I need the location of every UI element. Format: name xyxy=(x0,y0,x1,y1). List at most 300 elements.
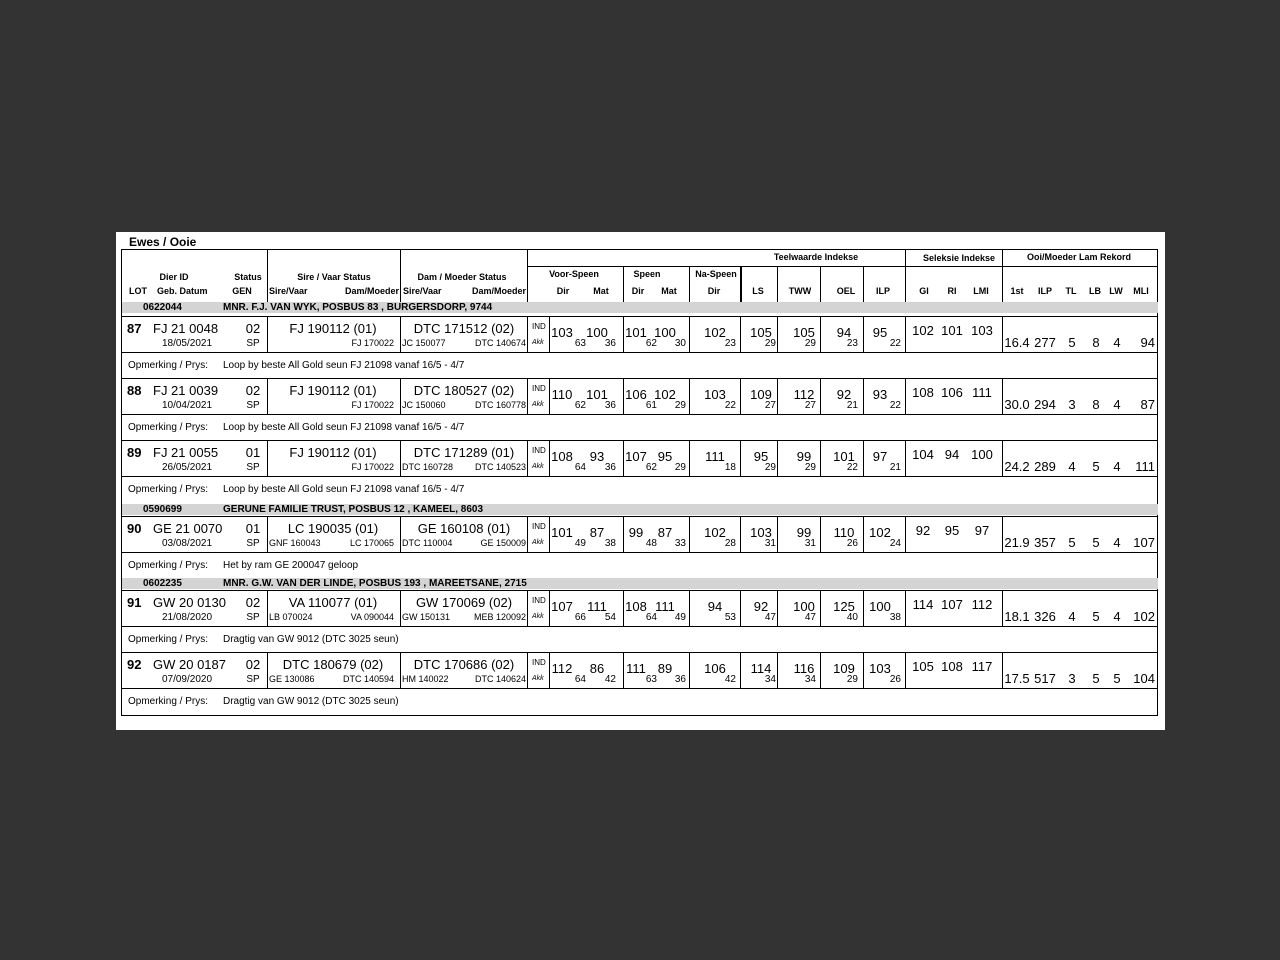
lw-value: 4 xyxy=(1113,535,1121,550)
column-divider xyxy=(820,378,821,414)
column-divider xyxy=(623,440,624,476)
lamb-ilp-value: 517 xyxy=(1034,671,1056,686)
ilp-value: 103 xyxy=(869,661,891,676)
vs-mat-value: 100 xyxy=(586,325,608,340)
ls-header: LS xyxy=(752,286,764,296)
gen-value: SP xyxy=(246,538,260,549)
ilp-value: 100 xyxy=(869,599,891,614)
vs-mat-acc-value: 38 xyxy=(604,538,616,549)
column-divider xyxy=(740,378,741,414)
tww-acc-value: 34 xyxy=(804,674,816,685)
dam-sire-value: GW 150131 xyxy=(402,612,451,622)
animal-id: FJ 21 0055 xyxy=(153,445,219,460)
gi-value: 114 xyxy=(912,597,934,612)
column-divider xyxy=(527,652,528,688)
ri-value: 106 xyxy=(941,385,963,400)
dam-value: DTC 171289 (01) xyxy=(413,445,515,460)
sp-dir-acc-value: 63 xyxy=(645,674,657,685)
column-divider xyxy=(549,652,550,688)
column-divider xyxy=(549,440,550,476)
row-divider xyxy=(122,352,1158,353)
akk-label: Akk xyxy=(532,675,544,682)
dam-value: DTC 180527 (02) xyxy=(413,383,515,398)
gen-value: SP xyxy=(246,338,260,349)
status-value: 01 xyxy=(245,521,261,536)
oel-value: 125 xyxy=(833,599,855,614)
oel-acc-value: 21 xyxy=(846,400,858,411)
first-value: 30.0 xyxy=(1004,397,1030,412)
lmi-value: 111 xyxy=(972,385,992,400)
column-divider xyxy=(740,590,741,626)
sire-dam-value: FJ 170022 xyxy=(351,462,394,472)
breeder-code: 0590699 xyxy=(143,504,182,515)
dam-sire-value: HM 140022 xyxy=(402,674,449,684)
column-divider xyxy=(777,516,778,552)
ilp-value: 97 xyxy=(872,449,888,464)
lmi-value: 103 xyxy=(971,323,993,338)
lw-header: LW xyxy=(1109,286,1123,296)
sp-mat-acc-value: 30 xyxy=(674,338,686,349)
gi-value: 108 xyxy=(912,385,934,400)
status-header: Status xyxy=(234,272,262,282)
column-divider xyxy=(820,316,821,352)
ilp-acc-value: 22 xyxy=(889,400,901,411)
vs-mat-acc-value: 36 xyxy=(604,338,616,349)
ind-label: IND xyxy=(532,522,546,531)
birth-date: 26/05/2021 xyxy=(161,462,213,473)
animal-id: FJ 21 0039 xyxy=(153,383,219,398)
column-divider xyxy=(863,378,864,414)
column-divider xyxy=(1002,378,1003,414)
column-divider xyxy=(549,590,550,626)
column-divider xyxy=(863,316,864,352)
lmi-header: LMI xyxy=(973,286,989,296)
breeder-name: MNR. F.J. VAN WYK, POSBUS 83 , BURGERSDORP, 9744 xyxy=(223,302,493,313)
dam-sire-value: JC 150077 xyxy=(402,338,446,348)
column-divider xyxy=(905,440,906,476)
column-divider xyxy=(905,378,906,414)
lam-ilp-header: ILP xyxy=(1037,286,1053,296)
lot-number: 92 xyxy=(127,657,142,672)
column-divider xyxy=(623,652,624,688)
vs-mat-value: 86 xyxy=(589,661,605,676)
tww-acc-value: 47 xyxy=(804,612,816,623)
sp-mat-header: Mat xyxy=(661,286,677,296)
column-divider xyxy=(863,266,864,304)
column-divider xyxy=(740,440,741,476)
dam-sire-vaar-header: Sire/Vaar xyxy=(403,286,442,296)
sp-mat-value: 95 xyxy=(657,449,673,464)
row-divider xyxy=(122,476,1158,477)
column-divider xyxy=(527,440,528,476)
first-value: 21.9 xyxy=(1004,535,1030,550)
column-divider xyxy=(527,249,528,304)
gen-value: SP xyxy=(246,462,260,473)
tww-acc-value: 29 xyxy=(804,462,816,473)
remark-text: Dragtig van GW 9012 (DTC 3025 seun) xyxy=(223,696,399,707)
vs-mat-value: 101 xyxy=(586,387,608,402)
oel-acc-value: 26 xyxy=(846,538,858,549)
akk-label: Akk xyxy=(532,613,544,620)
oel-value: 92 xyxy=(836,387,852,402)
mli-value: 87 xyxy=(1140,397,1155,412)
sire-value: VA 110077 (01) xyxy=(288,595,378,610)
column-divider xyxy=(400,652,401,688)
ls-acc-value: 47 xyxy=(764,612,776,623)
remark-label: Opmerking / Prys: xyxy=(128,696,209,707)
ilp-acc-value: 24 xyxy=(889,538,901,549)
sire-dam-value: LC 170065 xyxy=(349,538,394,548)
column-divider xyxy=(777,440,778,476)
sp-mat-value: 102 xyxy=(654,387,676,402)
dam-status-header: Dam / Moeder Status xyxy=(417,272,507,282)
lamb-ilp-value: 294 xyxy=(1034,397,1056,412)
oel-acc-value: 40 xyxy=(846,612,858,623)
animal-id: GW 20 0130 xyxy=(153,595,226,610)
tww-value: 116 xyxy=(793,661,815,676)
column-divider xyxy=(1002,440,1003,476)
dam-moeder-header: Dam/Moeder xyxy=(344,286,399,296)
tww-acc-value: 31 xyxy=(804,538,816,549)
row-divider xyxy=(122,688,1158,689)
remark-text: Loop by beste All Gold seun FJ 21098 vanaf 16/5 - 4/7 xyxy=(223,484,465,495)
mli-value: 94 xyxy=(1140,335,1155,350)
tl-value: 3 xyxy=(1068,671,1076,686)
column-divider xyxy=(267,378,268,414)
speen-header: Speen xyxy=(633,269,661,279)
sp-dir-acc-value: 64 xyxy=(645,612,657,623)
mli-value: 111 xyxy=(1135,459,1155,474)
status-value: 02 xyxy=(245,383,261,398)
status-value: 02 xyxy=(245,321,261,336)
sire-value: DTC 180679 (02) xyxy=(282,657,384,672)
gi-value: 102 xyxy=(912,323,934,338)
gi-value: 92 xyxy=(915,523,931,538)
sire-value: LC 190035 (01) xyxy=(287,521,379,536)
remark-text: Loop by beste All Gold seun FJ 21098 vanaf 16/5 - 4/7 xyxy=(223,422,465,433)
column-divider xyxy=(527,516,528,552)
sire-dam-value: VA 090044 xyxy=(350,612,394,622)
ls-value: 105 xyxy=(750,325,772,340)
tww-value: 99 xyxy=(796,449,812,464)
column-divider xyxy=(905,652,906,688)
na-acc-value: 23 xyxy=(724,338,736,349)
row-divider xyxy=(122,414,1158,415)
column-divider xyxy=(400,249,401,304)
row-divider xyxy=(122,715,1158,716)
catalog-sheet xyxy=(116,232,1165,730)
column-divider xyxy=(1002,516,1003,552)
ilp-value: 95 xyxy=(872,325,888,340)
ilp-header: ILP xyxy=(875,286,891,296)
vs-dir-acc-value: 62 xyxy=(574,400,586,411)
ilp-value: 93 xyxy=(872,387,888,402)
tww-value: 99 xyxy=(796,525,812,540)
dam-sire-value: DTC 110004 xyxy=(402,538,453,548)
ri-value: 108 xyxy=(941,659,963,674)
first-value: 18.1 xyxy=(1004,609,1030,624)
column-divider xyxy=(527,316,528,352)
dam-sire-value: JC 150060 xyxy=(402,400,446,410)
ls-acc-value: 29 xyxy=(764,462,776,473)
column-divider xyxy=(549,516,550,552)
sp-dir-acc-value: 62 xyxy=(645,462,657,473)
sire-dam-value: FJ 170022 xyxy=(351,400,394,410)
lw-value: 4 xyxy=(1113,335,1121,350)
dam-value: DTC 171512 (02) xyxy=(413,321,515,336)
lb-value: 5 xyxy=(1092,671,1100,686)
column-divider xyxy=(1002,652,1003,688)
breeder-code: 0602235 xyxy=(143,578,182,589)
lamb-ilp-value: 357 xyxy=(1034,535,1056,550)
column-divider xyxy=(689,316,690,352)
ls-value: 92 xyxy=(753,599,769,614)
remark-text: Het by ram GE 200047 geloop xyxy=(223,560,359,571)
lamb-ilp-value: 326 xyxy=(1034,609,1056,624)
lb-value: 5 xyxy=(1092,609,1100,624)
column-divider xyxy=(863,590,864,626)
sp-mat-value: 100 xyxy=(654,325,676,340)
oel-value: 94 xyxy=(836,325,852,340)
column-divider xyxy=(777,590,778,626)
oel-value: 110 xyxy=(833,525,855,540)
birth-date: 10/04/2021 xyxy=(161,400,213,411)
sire-value: FJ 190112 (01) xyxy=(289,445,377,460)
column-divider xyxy=(689,590,690,626)
dam-dam-value: MEB 120092 xyxy=(473,612,526,622)
ls-acc-value: 34 xyxy=(764,674,776,685)
vs-dir-value: 103 xyxy=(551,325,573,340)
ind-label: IND xyxy=(532,596,546,605)
sire-vaar-header: Sire/Vaar xyxy=(269,286,308,296)
row-divider xyxy=(527,266,1158,267)
column-divider xyxy=(905,316,906,352)
column-divider xyxy=(267,440,268,476)
breeder-name: GERUNE FAMILIE TRUST, POSBUS 12 , KAMEEL, 8603 xyxy=(223,504,484,515)
column-divider xyxy=(820,516,821,552)
vs-mat-acc-value: 54 xyxy=(604,612,616,623)
ilp-acc-value: 22 xyxy=(889,338,901,349)
na-speen-header: Na-Speen xyxy=(695,269,737,279)
tl-value: 4 xyxy=(1068,459,1076,474)
remark-label: Opmerking / Prys: xyxy=(128,634,209,645)
column-divider xyxy=(267,316,268,352)
remark-text: Loop by beste All Gold seun FJ 21098 vanaf 16/5 - 4/7 xyxy=(223,360,465,371)
sire-dam-value: FJ 170022 xyxy=(351,338,394,348)
lb-value: 8 xyxy=(1092,397,1100,412)
row-divider xyxy=(122,626,1158,627)
breeder-name: MNR. G.W. VAN DER LINDE, POSBUS 193 , MAREETSANE, 2715 xyxy=(223,578,527,589)
status-value: 02 xyxy=(245,657,261,672)
lw-value: 4 xyxy=(1113,609,1121,624)
ri-value: 107 xyxy=(941,597,963,612)
akk-label: Akk xyxy=(532,463,544,470)
column-divider xyxy=(527,590,528,626)
vs-dir-header: Dir xyxy=(556,286,570,296)
vs-dir-acc-value: 63 xyxy=(574,338,586,349)
column-divider xyxy=(820,440,821,476)
tww-acc-value: 29 xyxy=(804,338,816,349)
sire-value: FJ 190112 (01) xyxy=(289,321,377,336)
column-divider xyxy=(863,440,864,476)
vs-mat-value: 111 xyxy=(587,599,607,614)
animal-id: GE 21 0070 xyxy=(153,521,223,536)
ls-acc-value: 29 xyxy=(764,338,776,349)
na-acc-value: 53 xyxy=(724,612,736,623)
vs-dir-acc-value: 49 xyxy=(574,538,586,549)
ls-acc-value: 27 xyxy=(764,400,776,411)
vs-dir-value: 108 xyxy=(551,449,573,464)
ri-header: RI xyxy=(947,286,957,296)
column-divider xyxy=(777,378,778,414)
vs-dir-value: 101 xyxy=(551,525,573,540)
lmi-value: 117 xyxy=(971,659,993,674)
vs-dir-value: 110 xyxy=(551,387,573,402)
gen-value: SP xyxy=(246,612,260,623)
vs-dir-acc-value: 66 xyxy=(574,612,586,623)
column-divider xyxy=(623,266,624,304)
column-divider xyxy=(777,316,778,352)
vs-mat-acc-value: 36 xyxy=(604,400,616,411)
birth-date: 18/05/2021 xyxy=(161,338,213,349)
column-divider xyxy=(549,378,550,414)
lot-number: 89 xyxy=(127,445,142,460)
vs-mat-value: 93 xyxy=(589,449,605,464)
sp-dir-value: 108 xyxy=(625,599,647,614)
dam-dam-value: DTC 140674 xyxy=(474,338,526,348)
vs-dir-acc-value: 64 xyxy=(574,674,586,685)
ilp-acc-value: 26 xyxy=(889,674,901,685)
sire-dam-value: DTC 140594 xyxy=(342,674,394,684)
column-divider xyxy=(400,590,401,626)
vs-mat-value: 87 xyxy=(589,525,605,540)
section-title: Ewes / Ooie xyxy=(129,235,197,249)
na-dir-value: 102 xyxy=(704,525,726,540)
oel-header: OEL xyxy=(836,286,856,296)
tww-value: 105 xyxy=(793,325,815,340)
sp-dir-header: Dir xyxy=(631,286,645,296)
na-acc-value: 42 xyxy=(724,674,736,685)
na-acc-value: 28 xyxy=(724,538,736,549)
ls-value: 103 xyxy=(750,525,772,540)
dam-dam-value: GE 150009 xyxy=(480,538,526,548)
lamb-ilp-value: 289 xyxy=(1034,459,1056,474)
column-divider xyxy=(1002,590,1003,626)
dam-value: GW 170069 (02) xyxy=(415,595,513,610)
column-divider xyxy=(527,378,528,414)
sire-value: FJ 190112 (01) xyxy=(289,383,377,398)
column-divider xyxy=(863,516,864,552)
column-divider xyxy=(863,652,864,688)
sp-mat-value: 87 xyxy=(657,525,673,540)
lb-value: 5 xyxy=(1092,459,1100,474)
remark-label: Opmerking / Prys: xyxy=(128,560,209,571)
ind-label: IND xyxy=(532,446,546,455)
column-divider xyxy=(267,590,268,626)
mli-value: 102 xyxy=(1133,609,1155,624)
oel-acc-value: 29 xyxy=(846,674,858,685)
column-divider xyxy=(905,249,906,304)
column-divider xyxy=(777,266,778,304)
mli-value: 107 xyxy=(1133,535,1155,550)
column-divider xyxy=(400,516,401,552)
vs-dir-value: 112 xyxy=(551,661,573,676)
column-divider xyxy=(267,249,268,304)
column-divider xyxy=(777,652,778,688)
geb-datum-header: Geb. Datum xyxy=(157,286,208,296)
column-divider xyxy=(905,590,906,626)
lmi-value: 112 xyxy=(971,597,993,612)
ilp-acc-value: 38 xyxy=(889,612,901,623)
vs-mat-acc-value: 42 xyxy=(604,674,616,685)
dam-dam-value: DTC 140624 xyxy=(474,674,526,684)
lw-value: 5 xyxy=(1113,671,1121,686)
column-divider xyxy=(400,440,401,476)
ls-acc-value: 31 xyxy=(764,538,776,549)
column-divider xyxy=(400,316,401,352)
column-divider xyxy=(400,378,401,414)
na-dir-value: 106 xyxy=(704,661,726,676)
column-divider xyxy=(267,516,268,552)
column-divider xyxy=(267,652,268,688)
ls-value: 95 xyxy=(753,449,769,464)
ls-value: 109 xyxy=(750,387,772,402)
lam-rekord-header: Ooi/Moeder Lam Rekord xyxy=(1026,252,1132,262)
sp-dir-acc-value: 48 xyxy=(645,538,657,549)
column-divider xyxy=(905,516,906,552)
column-divider xyxy=(549,316,550,352)
gen-value: SP xyxy=(246,400,260,411)
sp-dir-value: 101 xyxy=(625,325,647,340)
first-value: 24.2 xyxy=(1004,459,1030,474)
lot-number: 90 xyxy=(127,521,142,536)
birth-date: 03/08/2021 xyxy=(161,538,213,549)
sp-mat-value: 89 xyxy=(657,661,673,676)
column-divider xyxy=(740,316,741,352)
oel-value: 109 xyxy=(833,661,855,676)
na-acc-value: 18 xyxy=(724,462,736,473)
birth-date: 07/09/2020 xyxy=(161,674,213,685)
animal-id: FJ 21 0048 xyxy=(153,321,219,336)
dam-dam-moeder-header: Dam/Moeder xyxy=(471,286,526,296)
vs-dir-acc-value: 64 xyxy=(574,462,586,473)
column-divider xyxy=(623,590,624,626)
column-divider xyxy=(689,378,690,414)
na-acc-value: 22 xyxy=(724,400,736,411)
akk-label: Akk xyxy=(532,339,544,346)
mli-header: MLI xyxy=(1133,286,1149,296)
column-divider xyxy=(820,266,821,304)
voor-speen-header: Voor-Speen xyxy=(549,269,599,279)
tl-value: 5 xyxy=(1068,335,1076,350)
breeder-code: 0622044 xyxy=(143,302,182,313)
sp-dir-value: 111 xyxy=(626,661,646,676)
sire-sire-value: LB 070024 xyxy=(269,612,313,622)
vs-dir-value: 107 xyxy=(551,599,573,614)
column-divider xyxy=(820,590,821,626)
gen-value: SP xyxy=(246,674,260,685)
column-divider xyxy=(740,652,741,688)
lmi-value: 100 xyxy=(971,447,993,462)
lmi-value: 97 xyxy=(974,523,990,538)
lot-number: 87 xyxy=(127,321,142,336)
tww-value: 112 xyxy=(793,387,815,402)
vs-mat-header: Mat xyxy=(593,286,609,296)
dam-sire-value: DTC 160728 xyxy=(402,462,454,472)
sire-sire-value: GNF 160043 xyxy=(269,538,321,548)
oel-acc-value: 22 xyxy=(846,462,858,473)
lw-value: 4 xyxy=(1113,459,1121,474)
